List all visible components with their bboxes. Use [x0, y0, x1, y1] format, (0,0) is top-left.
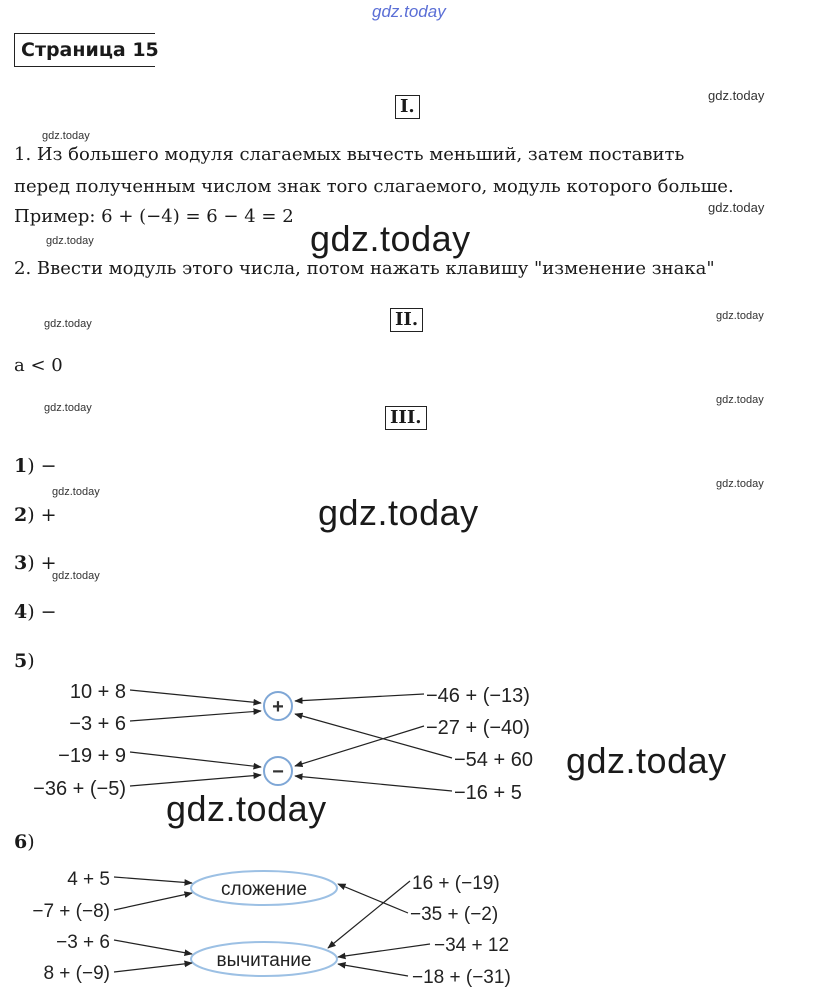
- task-6-right-expr: 16 + (−19): [412, 873, 500, 894]
- arrow: [114, 963, 192, 972]
- answer-text: ) +: [27, 504, 57, 526]
- addition-label: сложение: [220, 879, 308, 900]
- task-5-left-expr: −3 + 6: [69, 713, 126, 735]
- arrow: [114, 893, 192, 910]
- watermark-large: gdz.today: [166, 788, 327, 829]
- arrow: [130, 752, 261, 767]
- task-5-left-expr: 10 + 8: [69, 681, 126, 703]
- arrow: [130, 711, 261, 721]
- section-i-line-3: 2. Ввести модуль этого числа, потом нажать клавишу "изменение знака": [14, 258, 715, 279]
- section-i-line-1: 1. Из большего модуля слагаемых вычесть меньший, затем поставить: [14, 144, 685, 165]
- task-6-right-expr: −34 + 12: [434, 935, 510, 956]
- arrow: [338, 884, 408, 913]
- watermark-small: gdz.today: [716, 310, 764, 322]
- arrow: [328, 881, 410, 948]
- section-i-line-2: перед полученным числом знак того слагаемого, модуль которого больше.: [14, 176, 734, 197]
- task-5-left-expr: −36 + (−5): [33, 778, 126, 800]
- task-5-label: [14, 650, 35, 672]
- task-suffix: ): [27, 831, 35, 853]
- task-5-right-expr: −27 + (−40): [426, 717, 530, 739]
- watermark-small: gdz.today: [708, 200, 765, 215]
- task-number: 6: [14, 831, 28, 853]
- task-6-left-expr: 8 + (−9): [43, 963, 110, 984]
- task-suffix: ): [27, 650, 35, 672]
- task-6-diagram: [0, 860, 540, 1000]
- task-6-right-expr: −35 + (−2): [410, 904, 499, 925]
- answer-number: 2: [14, 504, 28, 526]
- minus-sign: −: [272, 761, 284, 783]
- task-6-left-expr: −3 + 6: [56, 932, 110, 953]
- subtraction-label: вычитание: [216, 950, 312, 971]
- watermark-small: gdz.today: [46, 235, 94, 247]
- task-number: 5: [14, 650, 28, 672]
- answer-4: [14, 601, 57, 623]
- watermark-small: gdz.today: [52, 486, 100, 498]
- arrow: [295, 694, 424, 701]
- task-6-right-expr: −18 + (−31): [412, 967, 511, 988]
- answer-2: [14, 504, 57, 526]
- watermark-small: gdz.today: [708, 88, 765, 103]
- watermark-small: gdz.today: [42, 130, 90, 142]
- watermark-large: gdz.today: [566, 740, 727, 781]
- task-5-left-expr: −19 + 9: [58, 745, 126, 767]
- arrow: [114, 940, 192, 954]
- watermark-small: gdz.today: [716, 478, 764, 490]
- answer-text: ) −: [27, 601, 57, 623]
- watermark-small: gdz.today: [44, 318, 92, 330]
- page-title: Страница 15: [14, 33, 155, 67]
- section-ii-answer: a < 0: [14, 355, 63, 376]
- watermark-large: gdz.today: [310, 218, 471, 259]
- section-heading-ii: II.: [390, 308, 423, 332]
- plus-sign: +: [272, 696, 284, 718]
- answer-text: ) −: [27, 455, 57, 477]
- section-heading-i: I.: [395, 95, 420, 119]
- task-5-right-expr: −46 + (−13): [426, 685, 530, 707]
- watermark-small: gdz.today: [716, 394, 764, 406]
- answer-text: ) +: [27, 552, 57, 574]
- task-6-left-expr: 4 + 5: [67, 869, 110, 890]
- answer-number: 3: [14, 552, 28, 574]
- watermark-large: gdz.today: [318, 492, 479, 533]
- answer-1: [14, 455, 57, 477]
- arrow: [130, 690, 261, 703]
- task-5-right-expr: −16 + 5: [454, 782, 522, 804]
- arrow: [130, 775, 261, 786]
- section-i-example: Пример: 6 + (−4) = 6 − 4 = 2: [14, 206, 294, 227]
- section-heading-iii: III.: [385, 406, 427, 430]
- watermark-small: gdz.today: [52, 570, 100, 582]
- task-6-left-expr: −7 + (−8): [32, 901, 110, 922]
- arrow: [338, 964, 408, 976]
- watermark-top: gdz.today: [372, 2, 446, 21]
- task-6-label: [14, 831, 35, 853]
- answer-number: 4: [14, 601, 28, 623]
- task-5-right-expr: −54 + 60: [454, 749, 533, 771]
- arrow: [338, 944, 430, 957]
- answer-3: [14, 552, 57, 574]
- watermark-small: gdz.today: [44, 402, 92, 414]
- answer-number: 1: [14, 455, 28, 477]
- arrow: [114, 877, 192, 883]
